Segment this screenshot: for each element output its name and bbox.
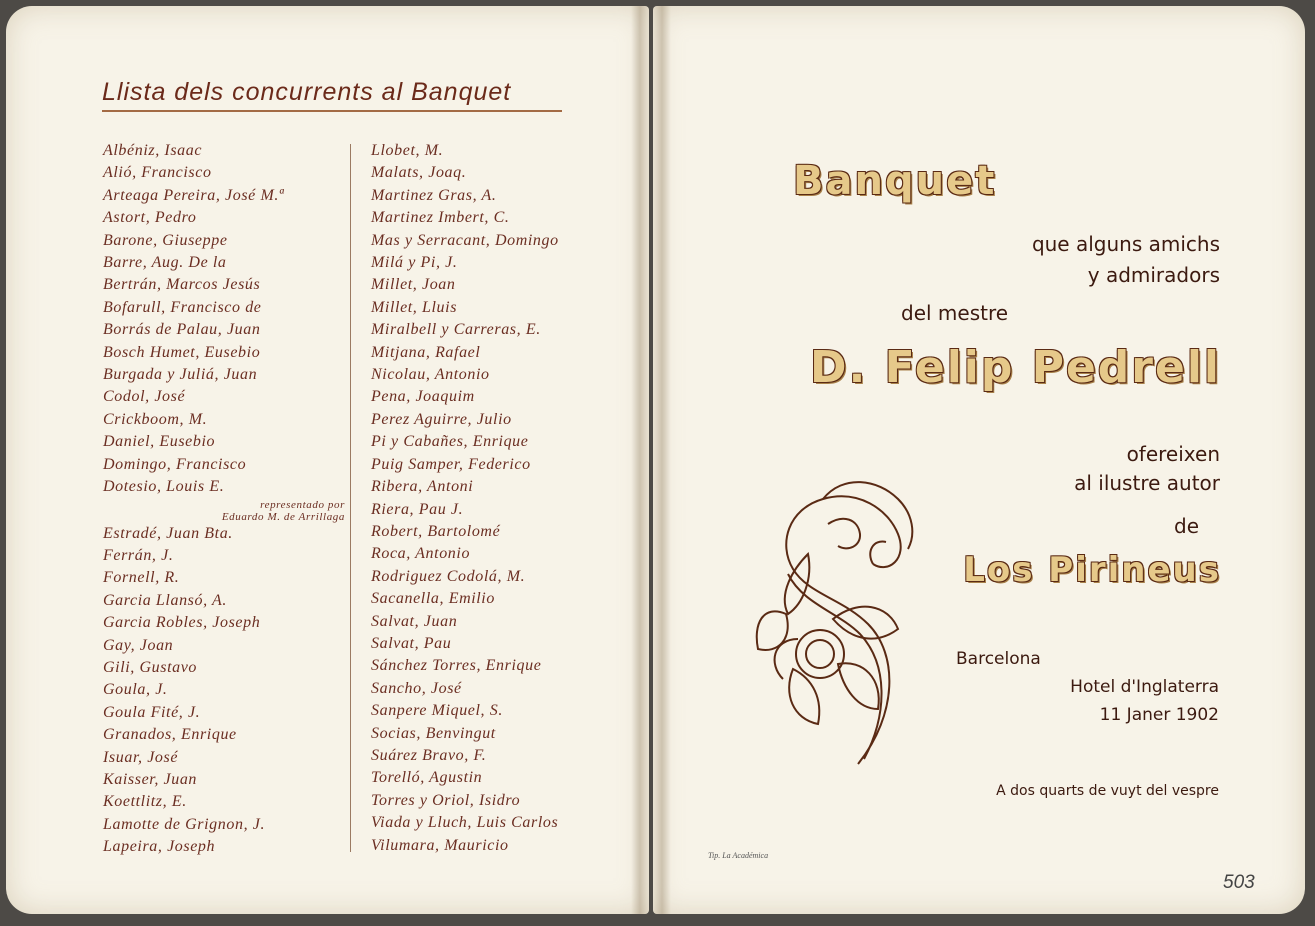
guest-name: Kaisser, Juan <box>103 770 198 788</box>
guest-name: Sacanella, Emilio <box>371 590 495 608</box>
guest-name: Sanpere Miquel, S. <box>371 702 503 720</box>
guest-name: Goula Fité, J. <box>103 703 201 721</box>
column-divider <box>350 144 351 852</box>
guest-name: Astort, Pedro <box>103 209 197 227</box>
guest-name: Alió, Francisco <box>103 164 212 182</box>
guest-name: Mas y Serracant, Domingo <box>371 231 559 249</box>
honoree-name: D. Felip Pedrell <box>810 342 1221 393</box>
guest-name: Robert, Bartolomé <box>371 522 501 540</box>
printer-credit: Tip. La Académica <box>708 851 769 860</box>
guest-name: Vilumara, Mauricio <box>371 836 509 854</box>
guest-name: Bosch Humet, Eusebio <box>103 343 261 361</box>
guest-name: Malats, Joaq. <box>371 164 467 182</box>
guest-name: Garcia Llansó, A. <box>103 591 227 609</box>
venue-city: Barcelona <box>956 649 1041 669</box>
guest-name: Ferrán, J. <box>103 546 174 564</box>
guest-name: Bertrán, Marcos Jesús <box>103 276 261 294</box>
guest-name: Barone, Giuseppe <box>103 231 228 249</box>
opera-title: Los Pirineus <box>963 550 1221 590</box>
guest-name: Lamotte de Grignon, J. <box>103 815 266 833</box>
flower-ornament-icon <box>748 464 928 784</box>
guest-name: Puig Samper, Federico <box>371 455 531 473</box>
guest-name: Sánchez Torres, Enrique <box>371 657 542 675</box>
right-page <box>653 6 1305 914</box>
event-time: A dos quarts de vuyt del vespre <box>996 783 1219 799</box>
banquet-heading: Banquet <box>793 158 997 204</box>
guest-name: Llobet, M. <box>371 142 444 159</box>
guest-name: Gili, Gustavo <box>103 658 198 676</box>
guest-list-column-2 <box>371 140 641 857</box>
guest-name: Martinez Gras, A. <box>371 186 497 204</box>
dedication-line-2: y admiradors <box>1087 263 1220 287</box>
venue-hotel: Hotel d'Inglaterra <box>1070 677 1219 697</box>
guest-name: Salvat, Pau <box>371 634 452 652</box>
spine-shadow <box>653 6 671 914</box>
guest-name: Codol, José <box>103 388 186 406</box>
guest-name: Martinez Imbert, C. <box>371 209 510 227</box>
guest-name: Rodriguez Codolá, M. <box>371 567 526 585</box>
guest-name: Arteaga Pereira, José M.ª <box>103 186 284 204</box>
guest-name: Estradé, Juan Bta. <box>103 524 233 542</box>
guest-name: Fornell, R. <box>103 569 180 587</box>
guest-name: Bofarull, Francisco de <box>103 298 262 316</box>
guest-name: Garcia Robles, Joseph <box>103 614 261 632</box>
guest-name: Riera, Pau J. <box>371 500 464 518</box>
dedication-line-5: al ilustre autor <box>1074 471 1220 495</box>
guest-name: Domingo, Francisco <box>103 455 247 473</box>
guest-name: Nicolau, Antonio <box>371 366 490 384</box>
representation-note: representado por <box>260 498 345 511</box>
guest-name: Granados, Enrique <box>103 726 237 744</box>
guest-name: Perez Aguirre, Julio <box>371 410 512 428</box>
dedication-line-4: ofereixen <box>1126 442 1220 466</box>
guest-name: Viada y Lluch, Luis Carlos <box>371 814 559 832</box>
event-date: 11 Janer 1902 <box>1099 705 1219 725</box>
guest-name: Millet, Joan <box>371 276 456 294</box>
guest-name: Dotesio, Louis E. <box>103 478 225 496</box>
guest-name: Miralbell y Carreras, E. <box>371 321 541 339</box>
dedication-line-6: de <box>1174 514 1199 538</box>
guest-name: Torelló, Agustin <box>371 769 483 787</box>
guest-name: Isuar, José <box>103 748 179 766</box>
archive-number: 503 <box>1223 872 1255 893</box>
guest-name: Gay, Joan <box>103 636 174 654</box>
left-page <box>6 6 649 914</box>
guest-name: Pi y Cabañes, Enrique <box>371 433 529 451</box>
guest-name: Lapeira, Joseph <box>103 838 216 856</box>
guest-name: Torres y Oriol, Isidro <box>371 791 521 809</box>
guest-name: Sancho, José <box>371 679 462 697</box>
guest-name: Daniel, Eusebio <box>103 433 216 451</box>
guest-name: Milá y Pi, J. <box>371 254 458 272</box>
guest-name: Goula, J. <box>103 681 168 699</box>
guest-name: Suárez Bravo, F. <box>371 746 487 764</box>
guest-name: Socias, Benvingut <box>371 724 496 742</box>
guest-name: Mitjana, Rafael <box>371 343 481 361</box>
representation-note: Eduardo M. de Arrillaga <box>221 510 345 523</box>
guest-name: Roca, Antonio <box>371 545 471 563</box>
guest-name: Barre, Aug. De la <box>103 254 227 272</box>
guest-name: Salvat, Juan <box>371 612 458 630</box>
dedication-line-3: del mestre <box>901 301 1009 325</box>
dedication-line-1: que alguns amichs <box>1031 232 1220 256</box>
guest-name: Borrás de Palau, Juan <box>103 321 261 339</box>
guest-name: Albéniz, Isaac <box>103 142 203 159</box>
guest-name: Koettlitz, E. <box>103 793 187 811</box>
guest-name: Crickboom, M. <box>103 410 208 428</box>
guest-list-title: Llista dels concurrents al Banquet <box>102 78 562 112</box>
guest-name: Ribera, Antoni <box>371 478 474 496</box>
guest-name: Millet, Lluis <box>371 298 458 316</box>
guest-list-column-1 <box>103 140 353 859</box>
guest-name: Burgada y Juliá, Juan <box>103 366 258 384</box>
guest-name: Pena, Joaquim <box>371 388 475 406</box>
